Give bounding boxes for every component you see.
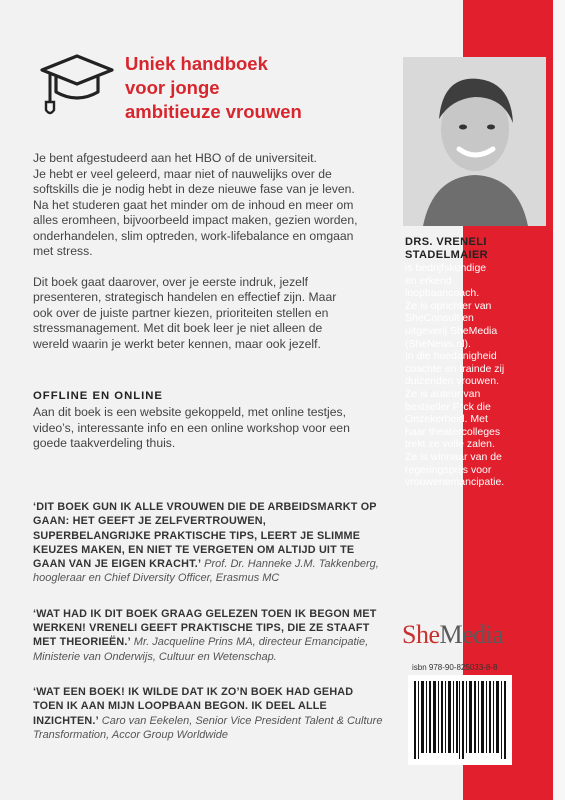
headline-line: ambitieuze vrouwen bbox=[125, 101, 302, 122]
testimonial-quote: ‘WAT HAD IK DIT BOEK GRAAG GELEZEN TOEN IK BEGON MET WERKEN! VRENELI GEEFT PRAKTISCHE TIPS, DIE ZE STAAFT MET THEORIEËN.’ bbox=[33, 607, 377, 649]
bio-line: Ze is auteur van bbox=[405, 387, 481, 400]
bio-line: is bedrijfskundige bbox=[405, 262, 487, 274]
text-line: video’s, interessante info en een online workshop voor een bbox=[33, 420, 350, 435]
graduation-cap-icon bbox=[40, 52, 114, 124]
online-text bbox=[33, 405, 388, 452]
text-line: softskills die je nodig hebt in deze nieuwe fase van je leven. bbox=[33, 182, 355, 196]
text-line: Aan dit boek is een website gekoppeld, met online testjes, bbox=[33, 405, 347, 419]
text-line: wereld waarin je werkt beter kennen, maar ook jezelf. bbox=[33, 336, 321, 351]
author-name bbox=[405, 236, 505, 262]
text-line: goede taakverdeling thuis. bbox=[33, 436, 176, 450]
publisher-logo bbox=[402, 620, 512, 654]
bio-line: SheConsult en bbox=[405, 312, 474, 325]
intro-text bbox=[33, 151, 388, 367]
text-line: ook over de juiste partner kiezen, prioriteiten stellen en bbox=[33, 305, 329, 320]
testimonials bbox=[33, 500, 383, 763]
text-line: Na het studeren gaat het minder om de inhoud en meer om bbox=[33, 197, 354, 212]
bio-line: loopbaancoach. bbox=[405, 287, 480, 300]
intro-paragraph-2 bbox=[33, 275, 388, 353]
online-heading: OFFLINE EN ONLINE bbox=[33, 390, 163, 402]
headline-line: voor jonge bbox=[125, 77, 220, 98]
headline-line: Uniek handboek bbox=[125, 53, 268, 74]
isbn-number: isbn 978-90-825033-8-8 bbox=[412, 663, 498, 672]
testimonial bbox=[33, 500, 383, 586]
text-line: Je hebt er veel geleerd, maar niet of nauwelijks over de bbox=[33, 166, 332, 181]
bio-line: trekt ze volle zalen. bbox=[405, 438, 495, 451]
testimonial-quote: ‘WAT EEN BOEK! IK WILDE DAT IK ZO’N BOEK HAD GEHAD TOEN IK AAN MIJN LOOPBAAN BEGON. IK DEEL ALLE INZICHTEN.’ bbox=[33, 685, 354, 727]
text-line: Je bent afgestudeerd aan het HBO of de universiteit. bbox=[33, 151, 317, 165]
testimonial-attribution: Caro van Eekelen, Senior Vice President Talent & Culture Transformation, Accor Group Worldwide bbox=[33, 714, 383, 741]
bio-line: (SheNews.nl). bbox=[405, 337, 471, 350]
bio-line: en erkend bbox=[405, 274, 452, 287]
bio-line: duizenden vrouwen. bbox=[405, 375, 499, 388]
bio-line: haar theatercolleges bbox=[405, 425, 501, 438]
text-line: stressmanagement. Met dit boek leer je niet alleen de bbox=[33, 321, 323, 335]
author-photo bbox=[403, 57, 546, 226]
author-name-line: DRS. VRENELI bbox=[405, 236, 487, 248]
text-line: met stress. bbox=[33, 244, 93, 258]
bio-line: uitgeverij SheMedia bbox=[405, 324, 498, 337]
bio-line: vrouwenemancipatie. bbox=[405, 476, 505, 489]
text-line: presenteren, strategisch handelen en effectief zijn. Maar bbox=[33, 290, 337, 304]
bio-line: In die hoedanigheid bbox=[405, 350, 497, 363]
bio-line: bestseller F*ck die bbox=[405, 400, 491, 413]
testimonial-attribution: Mr. Jacqueline Prins MA, directeur Emancipatie, Ministerie van Onderwijs, Cultuur en Wetenschap. bbox=[33, 636, 369, 663]
intro-paragraph-1 bbox=[33, 151, 388, 260]
testimonial-quote: ‘DIT BOEK GUN IK ALLE VROUWEN DIE DE ARBEIDSMARKT OP GAAN: HET GEEFT JE ZELFVERTROUWEN, SUPERBELANGRIJKE PRAKTISCHE TIPS, LEERT JE SLIMME KEUZES MAKEN, EN NIET TE VERGETEN OM ALTIJD UIT TE GAAN VAN JE EIGEN KRACHT.’ bbox=[33, 501, 377, 571]
bio-line: coachte en trainde zij bbox=[405, 362, 505, 375]
bio-line: regeringsprijs voor bbox=[405, 463, 492, 476]
text-line: alles eromheen, bijvoorbeeld impact maken, gezien worden, bbox=[33, 213, 358, 227]
text-line: Dit boek gaat daarover, over je eerste indruk, jezelf bbox=[33, 274, 309, 289]
bio-line: Ze is winnaar van de bbox=[405, 450, 502, 463]
barcode bbox=[408, 675, 512, 765]
headline bbox=[125, 52, 365, 124]
publisher-logo-media: Media bbox=[439, 620, 504, 649]
author-name-line: STADELMAIER bbox=[405, 249, 489, 261]
text-line: onderhandelen, slim optreden, work-lifebalance en omgaan bbox=[33, 228, 354, 243]
author-bio bbox=[405, 262, 545, 489]
author-portrait bbox=[403, 57, 546, 226]
testimonial bbox=[33, 685, 383, 742]
testimonial-attribution: Prof. Dr. Hanneke J.M. Takkenberg, hoogleraar en Chief Diversity Officer, Erasmus MC bbox=[33, 558, 379, 585]
cover-edge bbox=[553, 0, 565, 800]
publisher-logo-she: She bbox=[402, 620, 440, 649]
bio-line: Ze is oprichter van bbox=[405, 299, 492, 312]
bio-line: Onzekerheid. Met bbox=[405, 413, 488, 426]
testimonial bbox=[33, 607, 383, 664]
